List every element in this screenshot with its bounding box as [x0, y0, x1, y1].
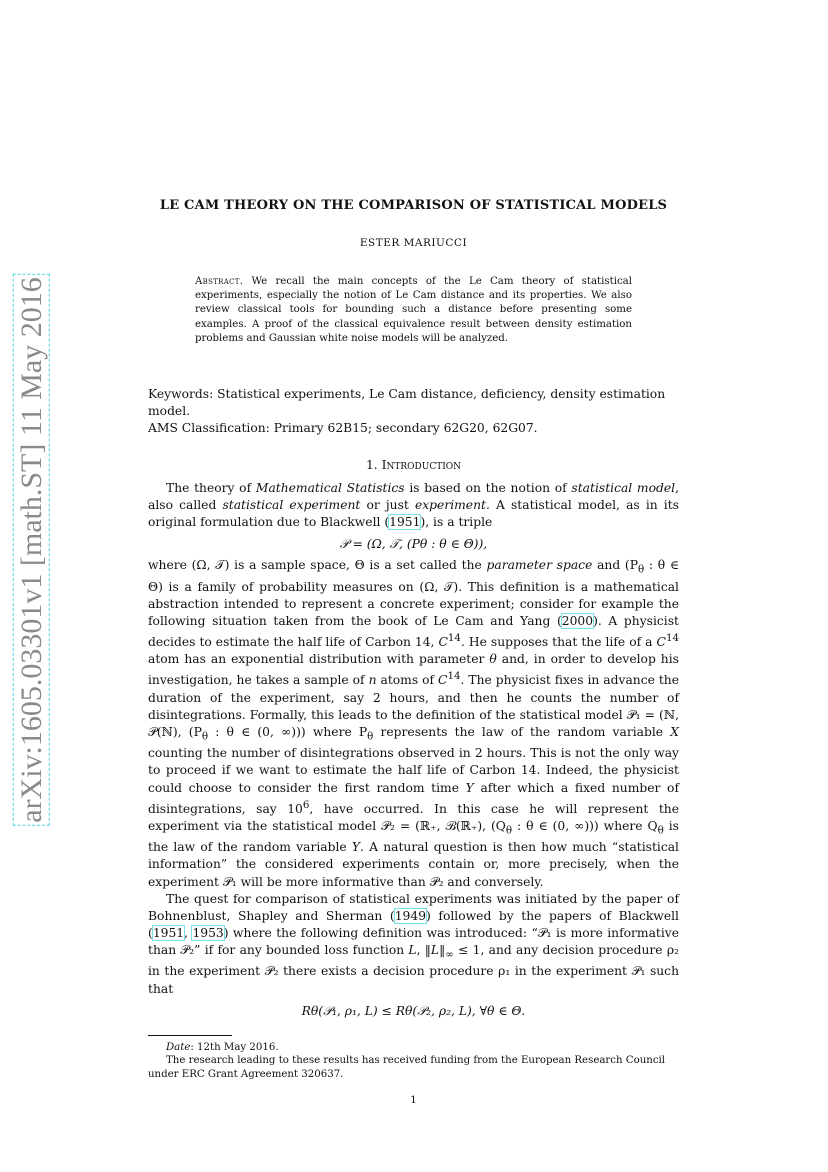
citation-link[interactable]: 2000: [561, 614, 594, 629]
citation-link[interactable]: 1949: [394, 908, 427, 923]
section-number: 1.: [365, 458, 378, 473]
section-title: Introduction: [381, 458, 462, 473]
intro-paragraph-2: The quest for comparison of statistical experiments was initiated by the paper of Bohnenblust, Shapley and Sherman (1949) followed by the papers of Blackwell (1951, 1953) where the following definition was introduced: “𝒫₁ is more informative than 𝒫₂” if for any bounded loss function L, $‖L‖_\infty \le 1$, and any decision procedure ρ₂ in the experiment 𝒫₂ there exists a decision procedure ρ₁ in the experiment 𝒫₁ such that: [148, 891, 680, 996]
abstract: [195, 275, 632, 346]
arxiv-sidebar: [6, 277, 58, 823]
footnote-date-label: Date: [166, 1041, 191, 1053]
arxiv-identifier-link[interactable]: arXiv:1605.03301v1 [math.ST] 11 May 2016: [15, 277, 48, 823]
citation-link[interactable]: 1953: [192, 925, 224, 940]
section-heading: [148, 458, 679, 472]
citation-link[interactable]: 1951: [152, 925, 185, 940]
intro-paragraph-1-cont: where (Ω, 𝒯) is a sample space, Θ is a set called the parameter space and ($P_\theta$ : θ ∈ Θ) is a family of probability measures on (Ω, 𝒯). This definition is a mathematical abstraction intended to represent a concrete experiment; consider for example the following situation taken from the book of Le Cam and Yang (2000). A physicist decides to estimate the half life of Carbon 14, $C^{14}$. He supposes that the life of a $C^{14}$ atom has an exponential distribution with parameter θ and, in order to develop his investigation, he takes a sample of n atoms of $C^{14}$. The physicist fixes in advance the duration of the experiment, say 2 hours, and then he counts the number of disintegrations. Formally, this leads to the definition of the statistical model 𝒫₁ = (ℕ, 𝒫(ℕ), ($P_\theta$ : θ ∈ (0, ∞))) where $P_\theta$ represents the law of the random variable X counting the number of disintegrations observed in 2 hours. This is not the only way to proceed if we want to estimate the half life of Carbon 14. Indeed, the physicist could choose to consider the first random time Y after which a fixed number of disintegrations, say $10^6$, have occurred. In this case he will represent the experiment via the statistical model 𝒫₂ = (ℝ₊, ℬ(ℝ₊), ($Q_\theta$ : θ ∈ (0, ∞))) where $Q_\theta$ is the law of the random variable Y. A natural question is then how much “statistical information” the considered experiments contain or, more precisely, when the experiment 𝒫₁ will be more informative than 𝒫₂ and conversely.: [148, 558, 679, 889]
paper-title: LE CAM THEORY ON THE COMPARISON OF STATISTICAL MODELS: [159, 198, 668, 213]
keywords-block: [148, 386, 679, 437]
author: ESTER MARIUCCI: [359, 237, 468, 249]
intro-paragraph-1: The theory of Mathematical Statistics is based on the notion of statistical model, also called statistical experiment or just experiment. A statistical model, as in its original formulation due to Blackwell (1951), is a triple: [148, 481, 679, 530]
abstract-label: Abstract.: [195, 276, 244, 287]
ams-classification: AMS Classification: Primary 62B15; secondary 62G20, 62G07.: [148, 421, 538, 436]
footnote-funding: The research leading to these results has received funding from the European Research Council under ERC Grant Agreement 320637.: [148, 1055, 666, 1080]
equation-1: 𝒫 = (Ω, 𝒯, (Pθ : θ ∈ Θ)),: [339, 537, 488, 552]
page-number: 1: [410, 1095, 417, 1107]
footnote-date-value: : 12th May 2016.: [190, 1041, 279, 1053]
footnotes: [148, 1041, 679, 1082]
paper-page: [148, 196, 679, 1106]
abstract-text: We recall the main concepts of the Le Cam theory of statistical experiments, especially the notion of Le Cam distance and its properties. We also review classical tools for bounding such a distance before presenting some examples. A proof of the classical equivalence result between density estimation problems and Gaussian white noise models will be analyzed.: [195, 276, 632, 344]
citation-link[interactable]: 1951: [389, 515, 421, 530]
footnote-divider: [148, 1035, 232, 1036]
equation-2: Rθ(𝒫₁, ρ₁, L) ≤ Rθ(𝒫₂, ρ₂, L), ∀θ ∈ Θ.: [301, 1003, 526, 1018]
footnote-date: [148, 1041, 679, 1055]
keywords: Keywords: Statistical experiments, Le Cam distance, deficiency, density estimation model.: [148, 387, 666, 419]
